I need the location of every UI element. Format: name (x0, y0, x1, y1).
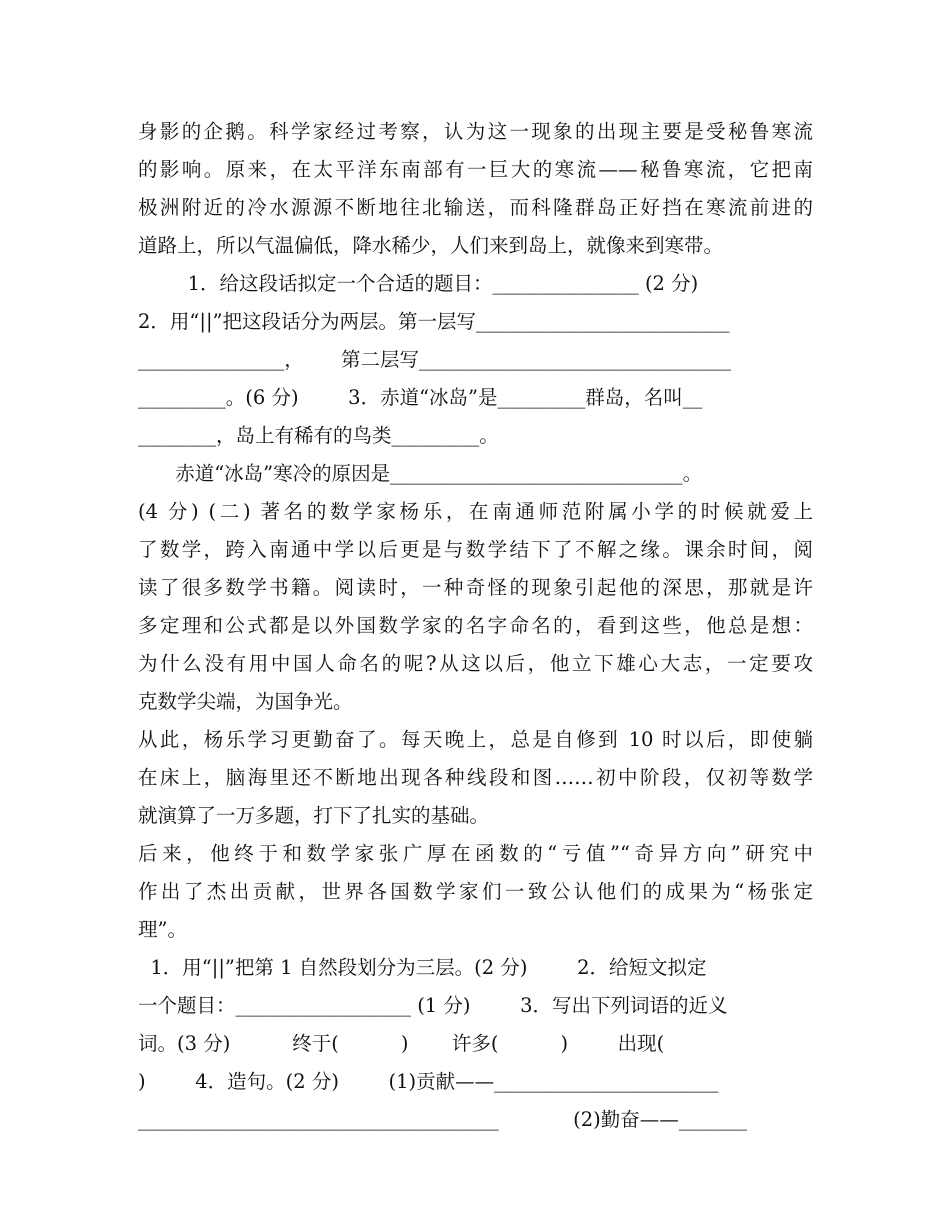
passage-2-line-6: 克数学尖端，为国争光。 (138, 690, 353, 713)
passage-2-line-4: 多定理和公式都是以外国数学家的名字命名的，看到这些，他总是想： (138, 614, 813, 637)
text-line-1: 身影的企鹅。科学家经过考察，认为这一现象的出现主要是受秘鲁寒流 (138, 120, 813, 143)
passage-2-line-9: 就演算了一万多题，打下了扎实的基础。 (138, 804, 490, 827)
question-3-island: _________。(6 分) 3．赤道“冰岛”是_________群岛，名叫__ (138, 386, 703, 409)
text-line-2: 的影响。原来，在太平洋东南部有一巨大的寒流——秘鲁寒流，它把南 (138, 158, 813, 181)
question-4-cause: 赤道“冰岛”寒冷的原因是______________________________。 (138, 462, 703, 485)
question-set-2-line-5: _____________________________________ (2)勤奋——_______ (138, 1108, 748, 1131)
passage-2-line-12: 理”。 (138, 918, 187, 941)
passage-2-line-7: 从此，杨乐学习更勤奋了。每天晚上，总是自修到 10 时以后，即使躺 (138, 728, 813, 751)
passage-2-line-10: 后来，他终于和数学家张广厚在函数的“亏值”“奇异方向”研究中 (138, 842, 813, 865)
question-3-birds: ________，岛上有稀有的鸟类_________。 (138, 424, 499, 447)
passage-2-line-1: (4 分) (二) 著名的数学家杨乐，在南通师范附属小学的时候就爱上 (138, 500, 813, 523)
question-set-2-line-4: ) 4．造句。(2 分) (1)贡献——_______________________ (138, 1070, 719, 1093)
passage-2-line-11: 作出了杰出贡献，世界各国数学家们一致公认他们的成果为“杨张定 (138, 880, 813, 903)
text-line-4: 道路上，所以气温偏低，降水稀少，人们来到岛上，就像来到寒带。 (138, 234, 724, 257)
text-line-3: 极洲附近的冷水源源不断地往北输送，而科隆群岛正好挡在寒流前进的 (138, 196, 813, 219)
question-set-2-line-2: 一个题目：__________________ (1 分) 3．写出下列词语的近义 (138, 994, 728, 1017)
passage-2-line-8: 在床上，脑海里还不断地出现各种线段和图……初中阶段，仅初等数学 (138, 766, 813, 789)
question-1-title: 1．给这段话拟定一个合适的题目：_______________ (2 分) (138, 272, 699, 295)
question-2-layers: 2．用“||”把这段话分为两层。第一层写__________________________ (138, 310, 730, 333)
passage-2-line-3: 读了很多数学书籍。阅读时，一种奇怪的现象引起他的深思，那就是许 (138, 576, 813, 599)
passage-2-line-2: 了数学，跨入南通中学以后更是与数学结下了不解之缘。课余时间，阅 (138, 538, 813, 561)
question-set-2-line-1: 1．用“||”把第 1 自然段划分为三层。(2 分) 2．给短文拟定 (138, 956, 707, 979)
question-2-second-layer: _______________， 第二层写________________________________ (138, 348, 731, 371)
passage-2-line-5: 为什么没有用中国人命名的呢?从这以后，他立下雄心大志，一定要攻 (138, 652, 813, 675)
question-set-2-line-3: 词。(3 分) 终于( ) 许多( ) 出现( (138, 1032, 665, 1055)
